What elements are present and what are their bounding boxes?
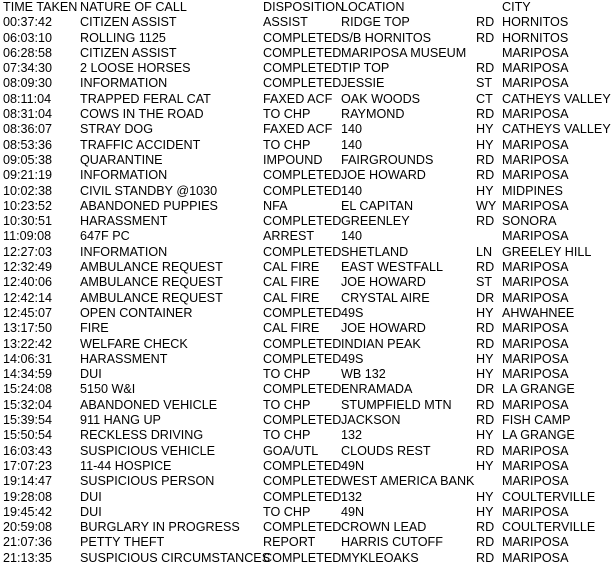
cell-disposition: GOA/UTL xyxy=(263,443,319,458)
cell-city: MARIPOSA xyxy=(502,458,569,473)
cell-city: CATHEYS VALLEY xyxy=(502,122,611,137)
cell-time-taken: 15:32:04 xyxy=(3,397,53,412)
table-row xyxy=(0,398,614,413)
cell-time-taken: 09:21:19 xyxy=(3,168,53,183)
cell-location: OAK WOODS xyxy=(341,91,421,106)
cell-street-suffix: RD xyxy=(476,443,495,458)
cell-disposition: COMPLETED xyxy=(263,458,342,473)
cell-disposition: IMPOUND xyxy=(263,152,323,167)
cell-city: MARIPOSA xyxy=(502,152,569,167)
cell-city: LA GRANGE xyxy=(502,428,575,443)
cell-location: 49S xyxy=(341,305,364,320)
cell-nature-of-call: RECKLESS DRIVING xyxy=(80,428,204,443)
table-row xyxy=(0,413,614,428)
cell-disposition: COMPLETED xyxy=(263,183,342,198)
cell-disposition: TO CHP xyxy=(263,137,311,152)
cell-location: MYKLEOAKS xyxy=(341,550,419,565)
cell-city: LA GRANGE xyxy=(502,382,575,397)
cell-nature-of-call: STRAY DOG xyxy=(80,122,154,137)
cell-nature-of-call: DUI xyxy=(80,489,102,504)
cell-time-taken: 19:28:08 xyxy=(3,489,53,504)
cell-time-taken: 08:31:04 xyxy=(3,107,53,122)
cell-street-suffix: RD xyxy=(476,397,495,412)
cell-city: MARIPOSA xyxy=(502,321,569,336)
cell-nature-of-call: OPEN CONTAINER xyxy=(80,305,193,320)
cell-city: MARIPOSA xyxy=(502,229,569,244)
cell-nature-of-call: TRAFFIC ACCIDENT xyxy=(80,137,201,152)
cell-street-suffix: ST xyxy=(476,275,493,290)
table-row xyxy=(0,138,614,153)
cell-street-suffix: LN xyxy=(476,244,493,259)
cell-time-taken: 19:45:42 xyxy=(3,504,53,519)
cell-time-taken: 12:45:07 xyxy=(3,305,53,320)
cell-disposition: COMPLETED xyxy=(263,351,342,366)
cell-time-taken: 06:28:58 xyxy=(3,45,53,60)
cell-nature-of-call: TRAPPED FERAL CAT xyxy=(80,91,211,106)
cell-time-taken: 08:09:30 xyxy=(3,76,53,91)
cell-disposition: TO CHP xyxy=(263,367,311,382)
cell-location: 49N xyxy=(341,458,365,473)
cell-nature-of-call: DUI xyxy=(80,367,102,382)
table-row xyxy=(0,92,614,107)
cell-nature-of-call: AMBULANCE REQUEST xyxy=(80,260,223,275)
cell-time-taken: 14:06:31 xyxy=(3,351,53,366)
cell-disposition: COMPLETED xyxy=(263,30,342,45)
cell-city: MARIPOSA xyxy=(502,260,569,275)
cell-time-taken: 08:11:04 xyxy=(3,91,52,106)
call-rows xyxy=(0,15,614,566)
cell-time-taken: 07:34:30 xyxy=(3,61,53,76)
cell-time-taken: 00:37:42 xyxy=(3,15,53,30)
cell-location: 140 xyxy=(341,229,363,244)
cell-time-taken: 06:03:10 xyxy=(3,30,53,45)
cell-location: 49S xyxy=(341,351,364,366)
cell-street-suffix: RD xyxy=(476,550,495,565)
cell-location: TIP TOP xyxy=(341,61,390,76)
cell-disposition: COMPLETED xyxy=(263,214,342,229)
table-row xyxy=(0,535,614,550)
cell-street-suffix: HY xyxy=(476,305,494,320)
cell-time-taken: 20:59:08 xyxy=(3,520,53,535)
cell-nature-of-call: 11-44 HOSPICE xyxy=(80,458,172,473)
cell-disposition: COMPLETED xyxy=(263,76,342,91)
cell-nature-of-call: INFORMATION xyxy=(80,168,168,183)
header-disposition: DISPOSITION xyxy=(263,0,345,14)
cell-street-suffix: HY xyxy=(476,122,494,137)
cell-nature-of-call: CITIZEN ASSIST xyxy=(80,15,177,30)
cell-nature-of-call: INFORMATION xyxy=(80,76,168,91)
cell-city: MARIPOSA xyxy=(502,443,569,458)
cell-time-taken: 12:40:06 xyxy=(3,275,53,290)
cell-city: GREELEY HILL xyxy=(502,244,592,259)
cell-street-suffix: DR xyxy=(476,290,495,305)
header-location: LOCATION xyxy=(341,0,405,14)
cell-disposition: COMPLETED xyxy=(263,244,342,259)
cell-location: RAYMOND xyxy=(341,107,405,122)
cell-city: MARIPOSA xyxy=(502,550,569,565)
header-nature-of-call: NATURE OF CALL xyxy=(80,0,187,14)
cell-street-suffix: RD xyxy=(476,214,495,229)
cell-time-taken: 15:50:54 xyxy=(3,428,53,443)
cell-street-suffix: HY xyxy=(476,428,494,443)
cell-time-taken: 08:36:07 xyxy=(3,122,53,137)
cell-disposition: COMPLETED xyxy=(263,489,342,504)
cell-location: JESSIE xyxy=(341,76,385,91)
cell-city: MARIPOSA xyxy=(502,275,569,290)
cell-location: EAST WESTFALL xyxy=(341,260,443,275)
table-row xyxy=(0,245,614,260)
cell-city: HORNITOS xyxy=(502,30,569,45)
cell-street-suffix: HY xyxy=(476,137,494,152)
cell-disposition: COMPLETED xyxy=(263,474,342,489)
table-row xyxy=(0,184,614,199)
table-row xyxy=(0,275,614,290)
cell-city: MARIPOSA xyxy=(502,76,569,91)
table-row xyxy=(0,46,614,61)
cell-city: MARIPOSA xyxy=(502,45,569,60)
cell-time-taken: 14:34:59 xyxy=(3,367,53,382)
cell-time-taken: 12:42:14 xyxy=(3,290,53,305)
table-row xyxy=(0,505,614,520)
cell-city: MARIPOSA xyxy=(502,168,569,183)
cell-time-taken: 12:27:03 xyxy=(3,244,53,259)
cell-disposition: COMPLETED xyxy=(263,336,342,351)
cell-city: MARIPOSA xyxy=(502,290,569,305)
cell-location: 140 xyxy=(341,122,363,137)
table-row xyxy=(0,474,614,489)
cell-city: MIDPINES xyxy=(502,183,563,198)
table-row xyxy=(0,306,614,321)
cell-street-suffix: WY xyxy=(476,198,497,213)
cell-location: 49N xyxy=(341,504,365,519)
cell-disposition: COMPLETED xyxy=(263,413,342,428)
cell-location: ENRAMADA xyxy=(341,382,413,397)
table-row xyxy=(0,428,614,443)
cell-location: EL CAPITAN xyxy=(341,198,414,213)
table-row xyxy=(0,199,614,214)
cell-disposition: COMPLETED xyxy=(263,550,342,565)
cell-street-suffix: DR xyxy=(476,382,495,397)
cell-nature-of-call: SUSPICIOUS PERSON xyxy=(80,474,215,489)
cell-street-suffix: RD xyxy=(476,260,495,275)
cell-time-taken: 15:24:08 xyxy=(3,382,53,397)
cell-city: MARIPOSA xyxy=(502,198,569,213)
cell-nature-of-call: BURGLARY IN PROGRESS xyxy=(80,520,240,535)
cell-disposition: COMPLETED xyxy=(263,168,342,183)
table-row xyxy=(0,490,614,505)
cell-location: RIDGE TOP xyxy=(341,15,410,30)
table-row xyxy=(0,153,614,168)
table-row xyxy=(0,260,614,275)
cell-city: FISH CAMP xyxy=(502,413,571,428)
cell-location: WEST AMERICA BANK xyxy=(341,474,475,489)
cell-disposition: ARREST xyxy=(263,229,315,244)
table-row xyxy=(0,61,614,76)
cell-time-taken: 10:23:52 xyxy=(3,198,53,213)
cell-time-taken: 10:30:51 xyxy=(3,214,53,229)
cell-disposition: COMPLETED xyxy=(263,61,342,76)
table-row xyxy=(0,168,614,183)
cell-nature-of-call: FIRE xyxy=(80,321,109,336)
cell-time-taken: 15:39:54 xyxy=(3,413,53,428)
cell-location: 132 xyxy=(341,428,363,443)
cell-city: MARIPOSA xyxy=(502,504,569,519)
cell-disposition: CAL FIRE xyxy=(263,290,320,305)
cell-street-suffix: RD xyxy=(476,107,495,122)
cell-disposition: CAL FIRE xyxy=(263,275,320,290)
cell-nature-of-call: INFORMATION xyxy=(80,244,168,259)
cell-city: MARIPOSA xyxy=(502,474,569,489)
cell-disposition: COMPLETED xyxy=(263,520,342,535)
cell-nature-of-call: CITIZEN ASSIST xyxy=(80,45,177,60)
cell-location: STUMPFIELD MTN xyxy=(341,397,452,412)
cell-location: CRYSTAL AIRE xyxy=(341,290,430,305)
cell-location: MARIPOSA MUSEUM xyxy=(341,45,467,60)
cell-city: MARIPOSA xyxy=(502,61,569,76)
table-row xyxy=(0,321,614,336)
cell-nature-of-call: QUARANTINE xyxy=(80,152,163,167)
cell-street-suffix: ST xyxy=(476,76,493,91)
cell-location: 132 xyxy=(341,489,363,504)
cell-city: AHWAHNEE xyxy=(502,305,575,320)
cell-street-suffix: RD xyxy=(476,15,495,30)
cell-location: JOE HOWARD xyxy=(341,168,426,183)
cell-street-suffix: HY xyxy=(476,183,494,198)
cell-time-taken: 08:53:36 xyxy=(3,137,53,152)
cell-time-taken: 16:03:43 xyxy=(3,443,53,458)
table-row xyxy=(0,337,614,352)
cell-location: WB 132 xyxy=(341,367,386,382)
cell-nature-of-call: HARASSMENT xyxy=(80,351,168,366)
cell-disposition: ASSIST xyxy=(263,15,308,30)
cell-city: HORNITOS xyxy=(502,15,569,30)
cell-location: INDIAN PEAK xyxy=(341,336,421,351)
cell-nature-of-call: ABANDONED VEHICLE xyxy=(80,397,218,412)
cell-location: CROWN LEAD xyxy=(341,520,427,535)
cell-city: CATHEYS VALLEY xyxy=(502,91,611,106)
cell-street-suffix: RD xyxy=(476,61,495,76)
cell-nature-of-call: 5150 W&I xyxy=(80,382,136,397)
cell-time-taken: 11:09:08 xyxy=(3,229,52,244)
cell-time-taken: 09:05:38 xyxy=(3,152,53,167)
cell-location: CLOUDS REST xyxy=(341,443,431,458)
cell-nature-of-call: ROLLING 1125 xyxy=(80,30,166,45)
cell-street-suffix: HY xyxy=(476,489,494,504)
table-row xyxy=(0,520,614,535)
cell-city: MARIPOSA xyxy=(502,107,569,122)
cell-nature-of-call: 911 HANG UP xyxy=(80,413,161,428)
cell-disposition: CAL FIRE xyxy=(263,260,320,275)
cell-disposition: REPORT xyxy=(263,535,316,550)
table-row xyxy=(0,367,614,382)
cell-time-taken: 17:07:23 xyxy=(3,458,53,473)
table-row xyxy=(0,382,614,397)
cell-disposition: NFA xyxy=(263,198,288,213)
cell-time-taken: 19:14:47 xyxy=(3,474,53,489)
cell-disposition: COMPLETED xyxy=(263,45,342,60)
cell-disposition: TO CHP xyxy=(263,504,311,519)
table-row xyxy=(0,551,614,566)
cell-nature-of-call: SUSPICIOUS VEHICLE xyxy=(80,443,216,458)
cell-location: FAIRGROUNDS xyxy=(341,152,434,167)
cell-street-suffix: RD xyxy=(476,336,495,351)
table-row xyxy=(0,459,614,474)
cell-location: 140 xyxy=(341,183,363,198)
cell-location: HARRIS CUTOFF xyxy=(341,535,443,550)
cell-street-suffix: RD xyxy=(476,30,495,45)
cell-nature-of-call: DUI xyxy=(80,504,102,519)
cell-street-suffix: HY xyxy=(476,367,494,382)
cell-street-suffix: RD xyxy=(476,520,495,535)
cell-nature-of-call: COWS IN THE ROAD xyxy=(80,107,204,122)
cell-time-taken: 12:32:49 xyxy=(3,260,53,275)
cell-disposition: CAL FIRE xyxy=(263,321,320,336)
cell-city: MARIPOSA xyxy=(502,535,569,550)
cell-nature-of-call: 647F PC xyxy=(80,229,130,244)
cell-nature-of-call: AMBULANCE REQUEST xyxy=(80,275,223,290)
cell-nature-of-call: WELFARE CHECK xyxy=(80,336,188,351)
cell-nature-of-call: SUSPICIOUS CIRCUMSTANCES xyxy=(80,550,271,565)
cell-street-suffix: RD xyxy=(476,413,495,428)
cell-disposition: FAXED ACF xyxy=(263,122,333,137)
cell-location: 140 xyxy=(341,137,363,152)
table-row xyxy=(0,15,614,30)
table-row xyxy=(0,107,614,122)
cell-street-suffix: HY xyxy=(476,458,494,473)
cell-nature-of-call: AMBULANCE REQUEST xyxy=(80,290,223,305)
header-time-taken: TIME TAKEN xyxy=(3,0,78,14)
cell-city: COULTERVILLE xyxy=(502,520,596,535)
cell-disposition: TO CHP xyxy=(263,107,311,122)
cell-disposition: FAXED ACF xyxy=(263,91,333,106)
table-row xyxy=(0,76,614,91)
cell-disposition: COMPLETED xyxy=(263,382,342,397)
table-row xyxy=(0,229,614,244)
cell-city: MARIPOSA xyxy=(502,351,569,366)
cell-nature-of-call: ABANDONED PUPPIES xyxy=(80,198,218,213)
cell-city: MARIPOSA xyxy=(502,336,569,351)
cell-time-taken: 10:02:38 xyxy=(3,183,53,198)
cell-time-taken: 21:07:36 xyxy=(3,535,53,550)
cell-location: JOE HOWARD xyxy=(341,275,426,290)
cell-disposition: TO CHP xyxy=(263,397,311,412)
cell-time-taken: 13:17:50 xyxy=(3,321,53,336)
cell-street-suffix: RD xyxy=(476,321,495,336)
cell-street-suffix: RD xyxy=(476,168,495,183)
cell-street-suffix: RD xyxy=(476,535,495,550)
cell-disposition: TO CHP xyxy=(263,428,311,443)
cell-street-suffix: RD xyxy=(476,152,495,167)
cell-nature-of-call: 2 LOOSE HORSES xyxy=(80,61,191,76)
table-row xyxy=(0,122,614,137)
cell-city: SONORA xyxy=(502,214,557,229)
cell-disposition: COMPLETED xyxy=(263,305,342,320)
cell-location: S/B HORNITOS xyxy=(341,30,432,45)
table-row xyxy=(0,31,614,46)
cell-street-suffix: HY xyxy=(476,351,494,366)
cell-street-suffix: CT xyxy=(476,91,493,106)
cell-nature-of-call: CIVIL STANDBY @1030 xyxy=(80,183,218,198)
cell-city: MARIPOSA xyxy=(502,367,569,382)
cell-time-taken: 13:22:42 xyxy=(3,336,53,351)
table-row xyxy=(0,291,614,306)
cell-nature-of-call: PETTY THEFT xyxy=(80,535,165,550)
cell-time-taken: 21:13:35 xyxy=(3,550,53,565)
cell-city: COULTERVILLE xyxy=(502,489,596,504)
table-row xyxy=(0,214,614,229)
header-city: CITY xyxy=(502,0,531,14)
cell-location: JACKSON xyxy=(341,413,401,428)
cell-location: SHETLAND xyxy=(341,244,409,259)
table-row xyxy=(0,352,614,367)
cell-location: JOE HOWARD xyxy=(341,321,426,336)
cell-nature-of-call: HARASSMENT xyxy=(80,214,168,229)
header-row xyxy=(0,0,614,15)
cell-city: MARIPOSA xyxy=(502,137,569,152)
cell-location: GREENLEY xyxy=(341,214,410,229)
cell-city: MARIPOSA xyxy=(502,397,569,412)
table-row xyxy=(0,444,614,459)
cell-street-suffix: HY xyxy=(476,504,494,519)
